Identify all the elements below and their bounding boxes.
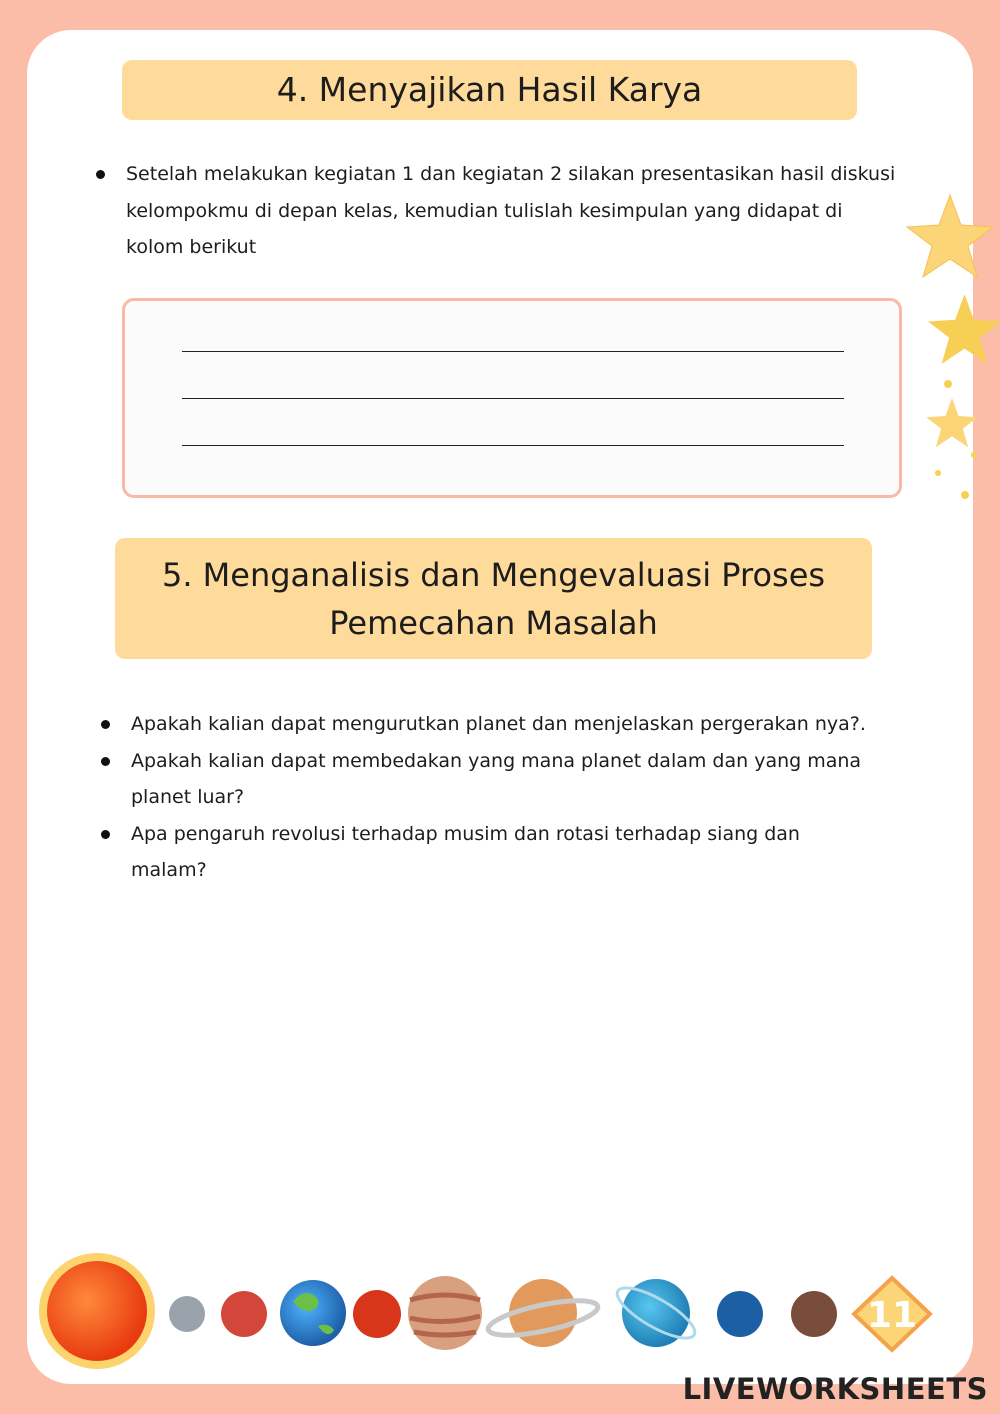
star-icon [907,195,993,277]
instruction-item: Setelah melakukan kegiatan 1 dan kegiatan 2 silakan presentasikan hasil diskusi kelompokmu di depan kelas, kemudian tulislah kesimpulan yang didapat di kolom berikut [96,156,896,266]
page-number: 11 [866,1295,918,1336]
worksheet-page [27,30,973,1384]
section-5-questions [101,706,881,889]
brand-watermark: LIVEWORKSHEETS [682,1372,988,1406]
neptune-icon [717,1291,763,1337]
answer-box[interactable] [122,298,902,498]
question-item: Apa pengaruh revolusi terhadap musim dan rotasi terhadap siang dan malam? [101,816,881,889]
mercury-icon [169,1296,205,1332]
earth-icon [280,1280,346,1346]
page-number-badge [854,1278,930,1350]
answer-line[interactable] [182,351,844,352]
section-5-title-line-1: 5. Menganalisis dan Mengevaluasi Proses [161,556,826,594]
section-5-heading [115,538,872,659]
dot-icon [971,452,977,458]
mars-icon [353,1290,401,1338]
question-item: Apakah kalian dapat mengurutkan planet dan menjelaskan pergerakan nya?. [101,706,881,743]
pluto-icon [791,1291,837,1337]
answer-line[interactable] [182,398,844,399]
venus-icon [221,1291,267,1337]
dot-icon [935,470,941,476]
section-5-title-line-2: Pemecahan Masalah [329,604,658,642]
answer-line[interactable] [182,445,844,446]
sun-icon [39,1253,155,1369]
decorative-stars [900,190,1000,510]
section-4-heading: 4. Menyajikan Hasil Karya [122,60,857,120]
section-4-instructions [96,156,896,266]
saturn-icon [486,1279,601,1347]
dot-icon [944,380,952,388]
question-item: Apakah kalian dapat membedakan yang mana planet dalam dan yang mana planet luar? [101,743,881,816]
planets-illustration [0,1240,1000,1380]
star-icon [928,294,1000,364]
star-icon [926,398,978,447]
jupiter-icon [408,1276,482,1350]
dot-icon [961,491,969,499]
uranus-icon [611,1279,701,1347]
